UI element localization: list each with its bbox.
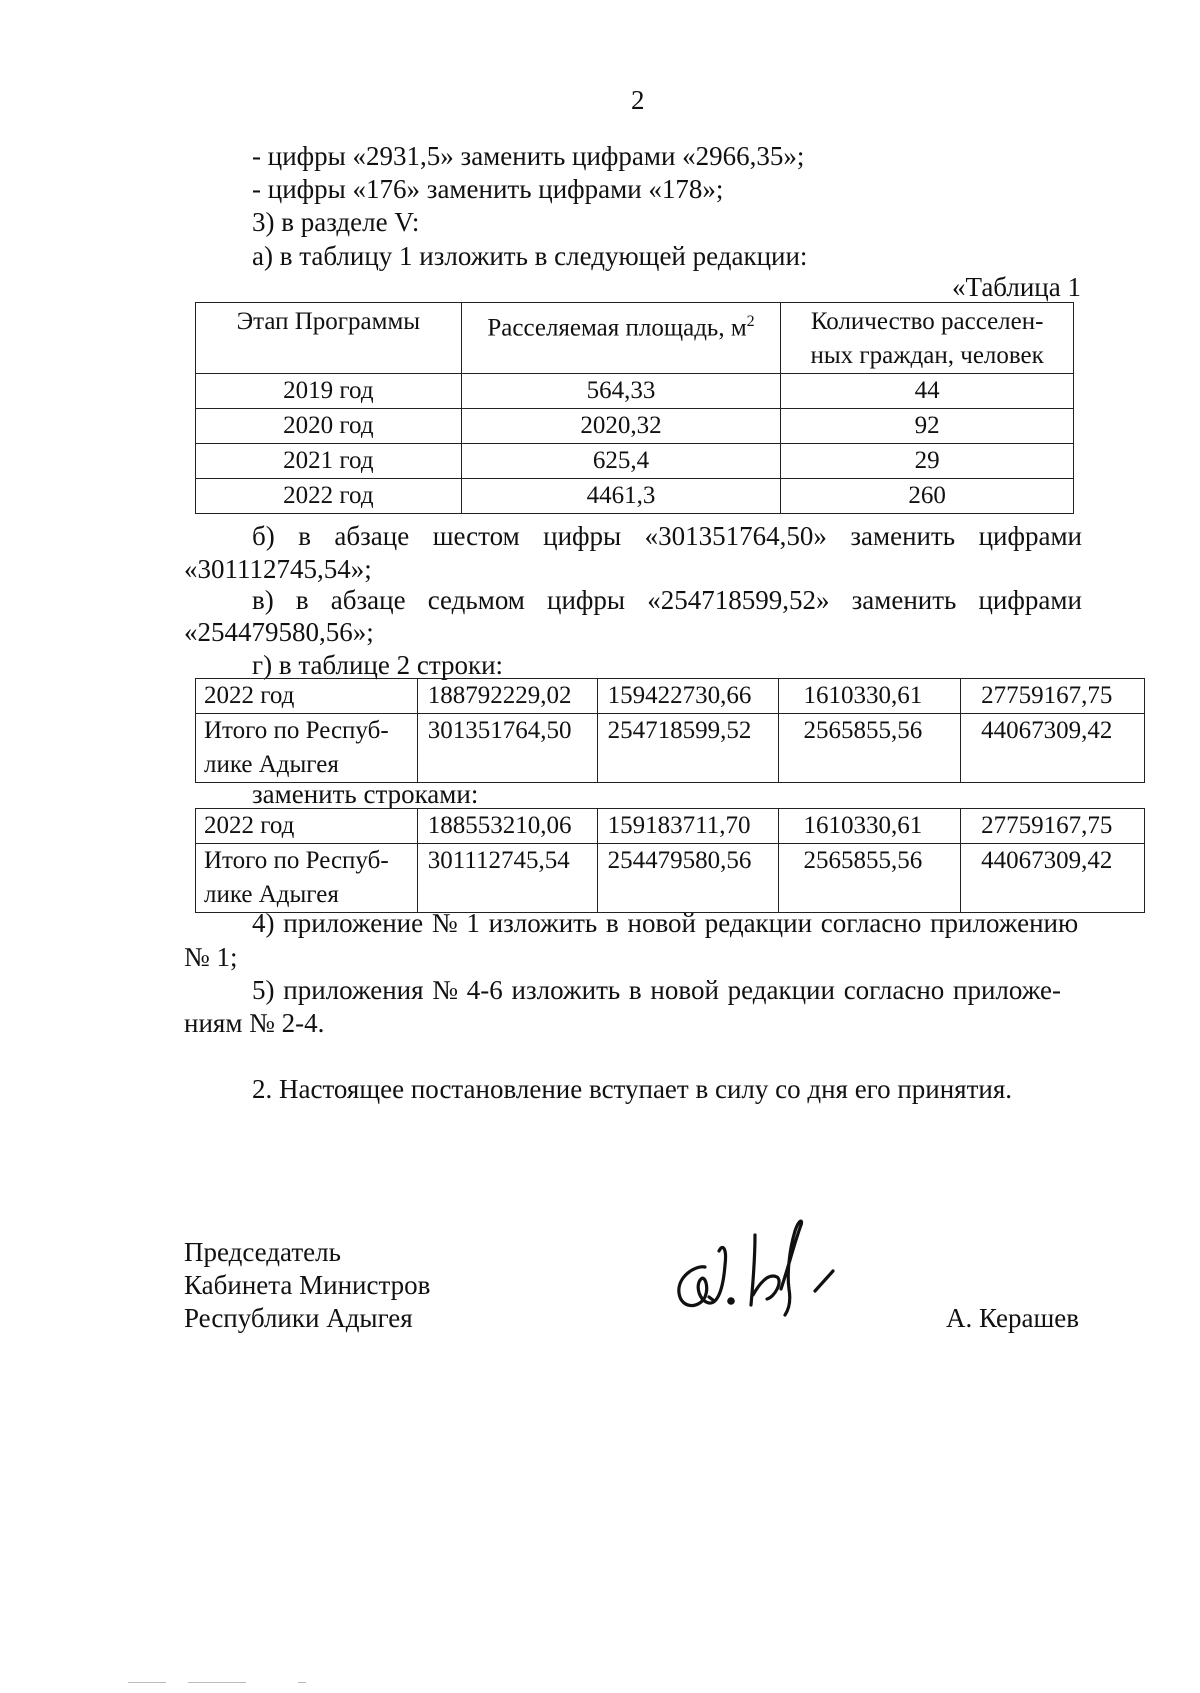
item-4-line-1: 4) приложение № 1 изложить в новой редакции согласно приложению bbox=[252, 908, 1079, 938]
table-row bbox=[196, 714, 1145, 783]
table-cell: 2021 год bbox=[196, 444, 462, 479]
signatory-title-line-1: Председатель bbox=[184, 1237, 341, 1267]
table-cell: 301112745,54 bbox=[417, 844, 597, 913]
table-cell: 27759167,75 bbox=[961, 679, 1145, 714]
word: цифры bbox=[547, 585, 626, 615]
table-cell: 188792229,02 bbox=[417, 679, 597, 714]
table-row bbox=[196, 679, 1145, 714]
table-cell: 1610330,61 bbox=[779, 679, 961, 714]
row-label-line1: Итого по Респуб- bbox=[204, 847, 389, 874]
superscript-2: 2 bbox=[746, 313, 755, 330]
table-cell: 159422730,66 bbox=[597, 679, 779, 714]
para-v-line-1 bbox=[252, 583, 1082, 617]
word: цифрами bbox=[978, 521, 1082, 551]
table-cell: 2022 год bbox=[196, 809, 418, 844]
table-cell: 2565855,56 bbox=[779, 844, 961, 913]
scan-mark bbox=[128, 1682, 166, 1683]
table-cell: 92 bbox=[781, 409, 1074, 444]
scan-mark bbox=[298, 1682, 306, 1683]
item-2-effective: 2. Настоящее постановление вступает в силу со дня его принятия. bbox=[252, 1074, 1013, 1104]
table-cell: 188553210,06 bbox=[417, 809, 597, 844]
para-v-line-2: «254479580,56»; bbox=[184, 617, 374, 647]
table-1 bbox=[195, 302, 1074, 514]
signatory-title-line-2: Кабинета Министров bbox=[184, 1270, 431, 1300]
table1-header-residents-line2: ных граждан, человек bbox=[810, 342, 1044, 369]
word: заменить bbox=[850, 521, 956, 551]
handwritten-signature bbox=[665, 1205, 855, 1320]
table-cell: 2020,32 bbox=[461, 409, 781, 444]
table1-header-row bbox=[196, 303, 1074, 374]
table-2-new-rows bbox=[195, 808, 1145, 913]
table-cell: 564,33 bbox=[461, 374, 781, 409]
intro-line-4: а) в таблицу 1 изложить в следующей редакции: bbox=[252, 241, 808, 271]
word: шестом bbox=[432, 521, 520, 551]
page-number: 2 bbox=[631, 85, 645, 115]
table-cell: 4461,3 bbox=[461, 479, 781, 514]
word: седьмом bbox=[427, 585, 525, 615]
table-cell bbox=[196, 714, 418, 783]
table-cell: 2020 год bbox=[196, 409, 462, 444]
table-cell: 254718599,52 bbox=[597, 714, 779, 783]
table-cell: 254479580,56 bbox=[597, 844, 779, 913]
word: цифры bbox=[543, 521, 622, 551]
table-cell: 2019 год bbox=[196, 374, 462, 409]
table-cell: 2022 год bbox=[196, 679, 418, 714]
replace-label: заменить строками: bbox=[252, 779, 479, 809]
row-label-line1: Итого по Респуб- bbox=[204, 717, 389, 744]
item-4-line-2: № 1; bbox=[184, 942, 238, 972]
word: в) bbox=[252, 585, 274, 615]
table-cell bbox=[196, 844, 418, 913]
table-row bbox=[196, 844, 1145, 913]
table-cell: 2565855,56 bbox=[779, 714, 961, 783]
word: цифрами bbox=[978, 585, 1082, 615]
word: в bbox=[298, 521, 311, 551]
table-cell: 2022 год bbox=[196, 479, 462, 514]
word: заменить bbox=[851, 585, 957, 615]
word: б) bbox=[252, 521, 275, 551]
row-label-line2: лике Адыгея bbox=[204, 881, 339, 908]
table-cell: 29 bbox=[781, 444, 1074, 479]
intro-line-3: 3) в разделе V: bbox=[252, 207, 420, 237]
table-row bbox=[196, 479, 1074, 514]
table-cell: 301351764,50 bbox=[417, 714, 597, 783]
para-b-line-2: «301112745,54»; bbox=[184, 554, 372, 584]
word: «254718599,52» bbox=[647, 585, 830, 615]
signatory-name: А. Керашев bbox=[946, 1303, 1079, 1333]
table-cell: 44067309,42 bbox=[961, 714, 1145, 783]
table1-caption: «Таблица 1 bbox=[952, 272, 1081, 302]
table-cell: 260 bbox=[781, 479, 1074, 514]
word: в bbox=[295, 585, 309, 615]
table-row bbox=[196, 444, 1074, 479]
table-cell: 44 bbox=[781, 374, 1074, 409]
table-cell: 44067309,42 bbox=[961, 844, 1145, 913]
word: абзаце bbox=[330, 585, 406, 615]
row-label-line2: лике Адыгея bbox=[204, 751, 339, 778]
word: «301351764,50» bbox=[644, 521, 827, 551]
table1-header-area: Расселяемая площадь, $м^2$ bbox=[461, 303, 781, 374]
table-row bbox=[196, 374, 1074, 409]
word: абзаце bbox=[334, 521, 410, 551]
para-b-line-1 bbox=[252, 519, 1082, 553]
intro-line-1: - цифры «2931,5» заменить цифрами «2966,35»; bbox=[252, 141, 805, 171]
signatory-title-line-3: Республики Адыгея bbox=[184, 1303, 413, 1333]
scan-mark bbox=[188, 1682, 246, 1683]
table-row bbox=[196, 409, 1074, 444]
table-2-old-rows bbox=[195, 678, 1145, 783]
table-row bbox=[196, 809, 1145, 844]
table-cell: 1610330,61 bbox=[779, 809, 961, 844]
intro-line-2: - цифры «176» заменить цифрами «178»; bbox=[252, 174, 724, 204]
para-g: г) в таблице 2 строки: bbox=[252, 650, 504, 680]
table-cell: 159183711,70 bbox=[597, 809, 779, 844]
item-5-line-1: 5) приложения № 4-6 изложить в новой редакции согласно приложе- bbox=[252, 975, 1062, 1005]
table1-header-residents-line1: Количество расселен- bbox=[810, 308, 1044, 335]
table1-header-stage: Этап Программы bbox=[196, 303, 462, 374]
item-5-line-2: ниям № 2-4. bbox=[184, 1008, 325, 1038]
table-cell: 625,4 bbox=[461, 444, 781, 479]
table-cell: 27759167,75 bbox=[961, 809, 1145, 844]
table1-header-residents bbox=[781, 303, 1074, 374]
